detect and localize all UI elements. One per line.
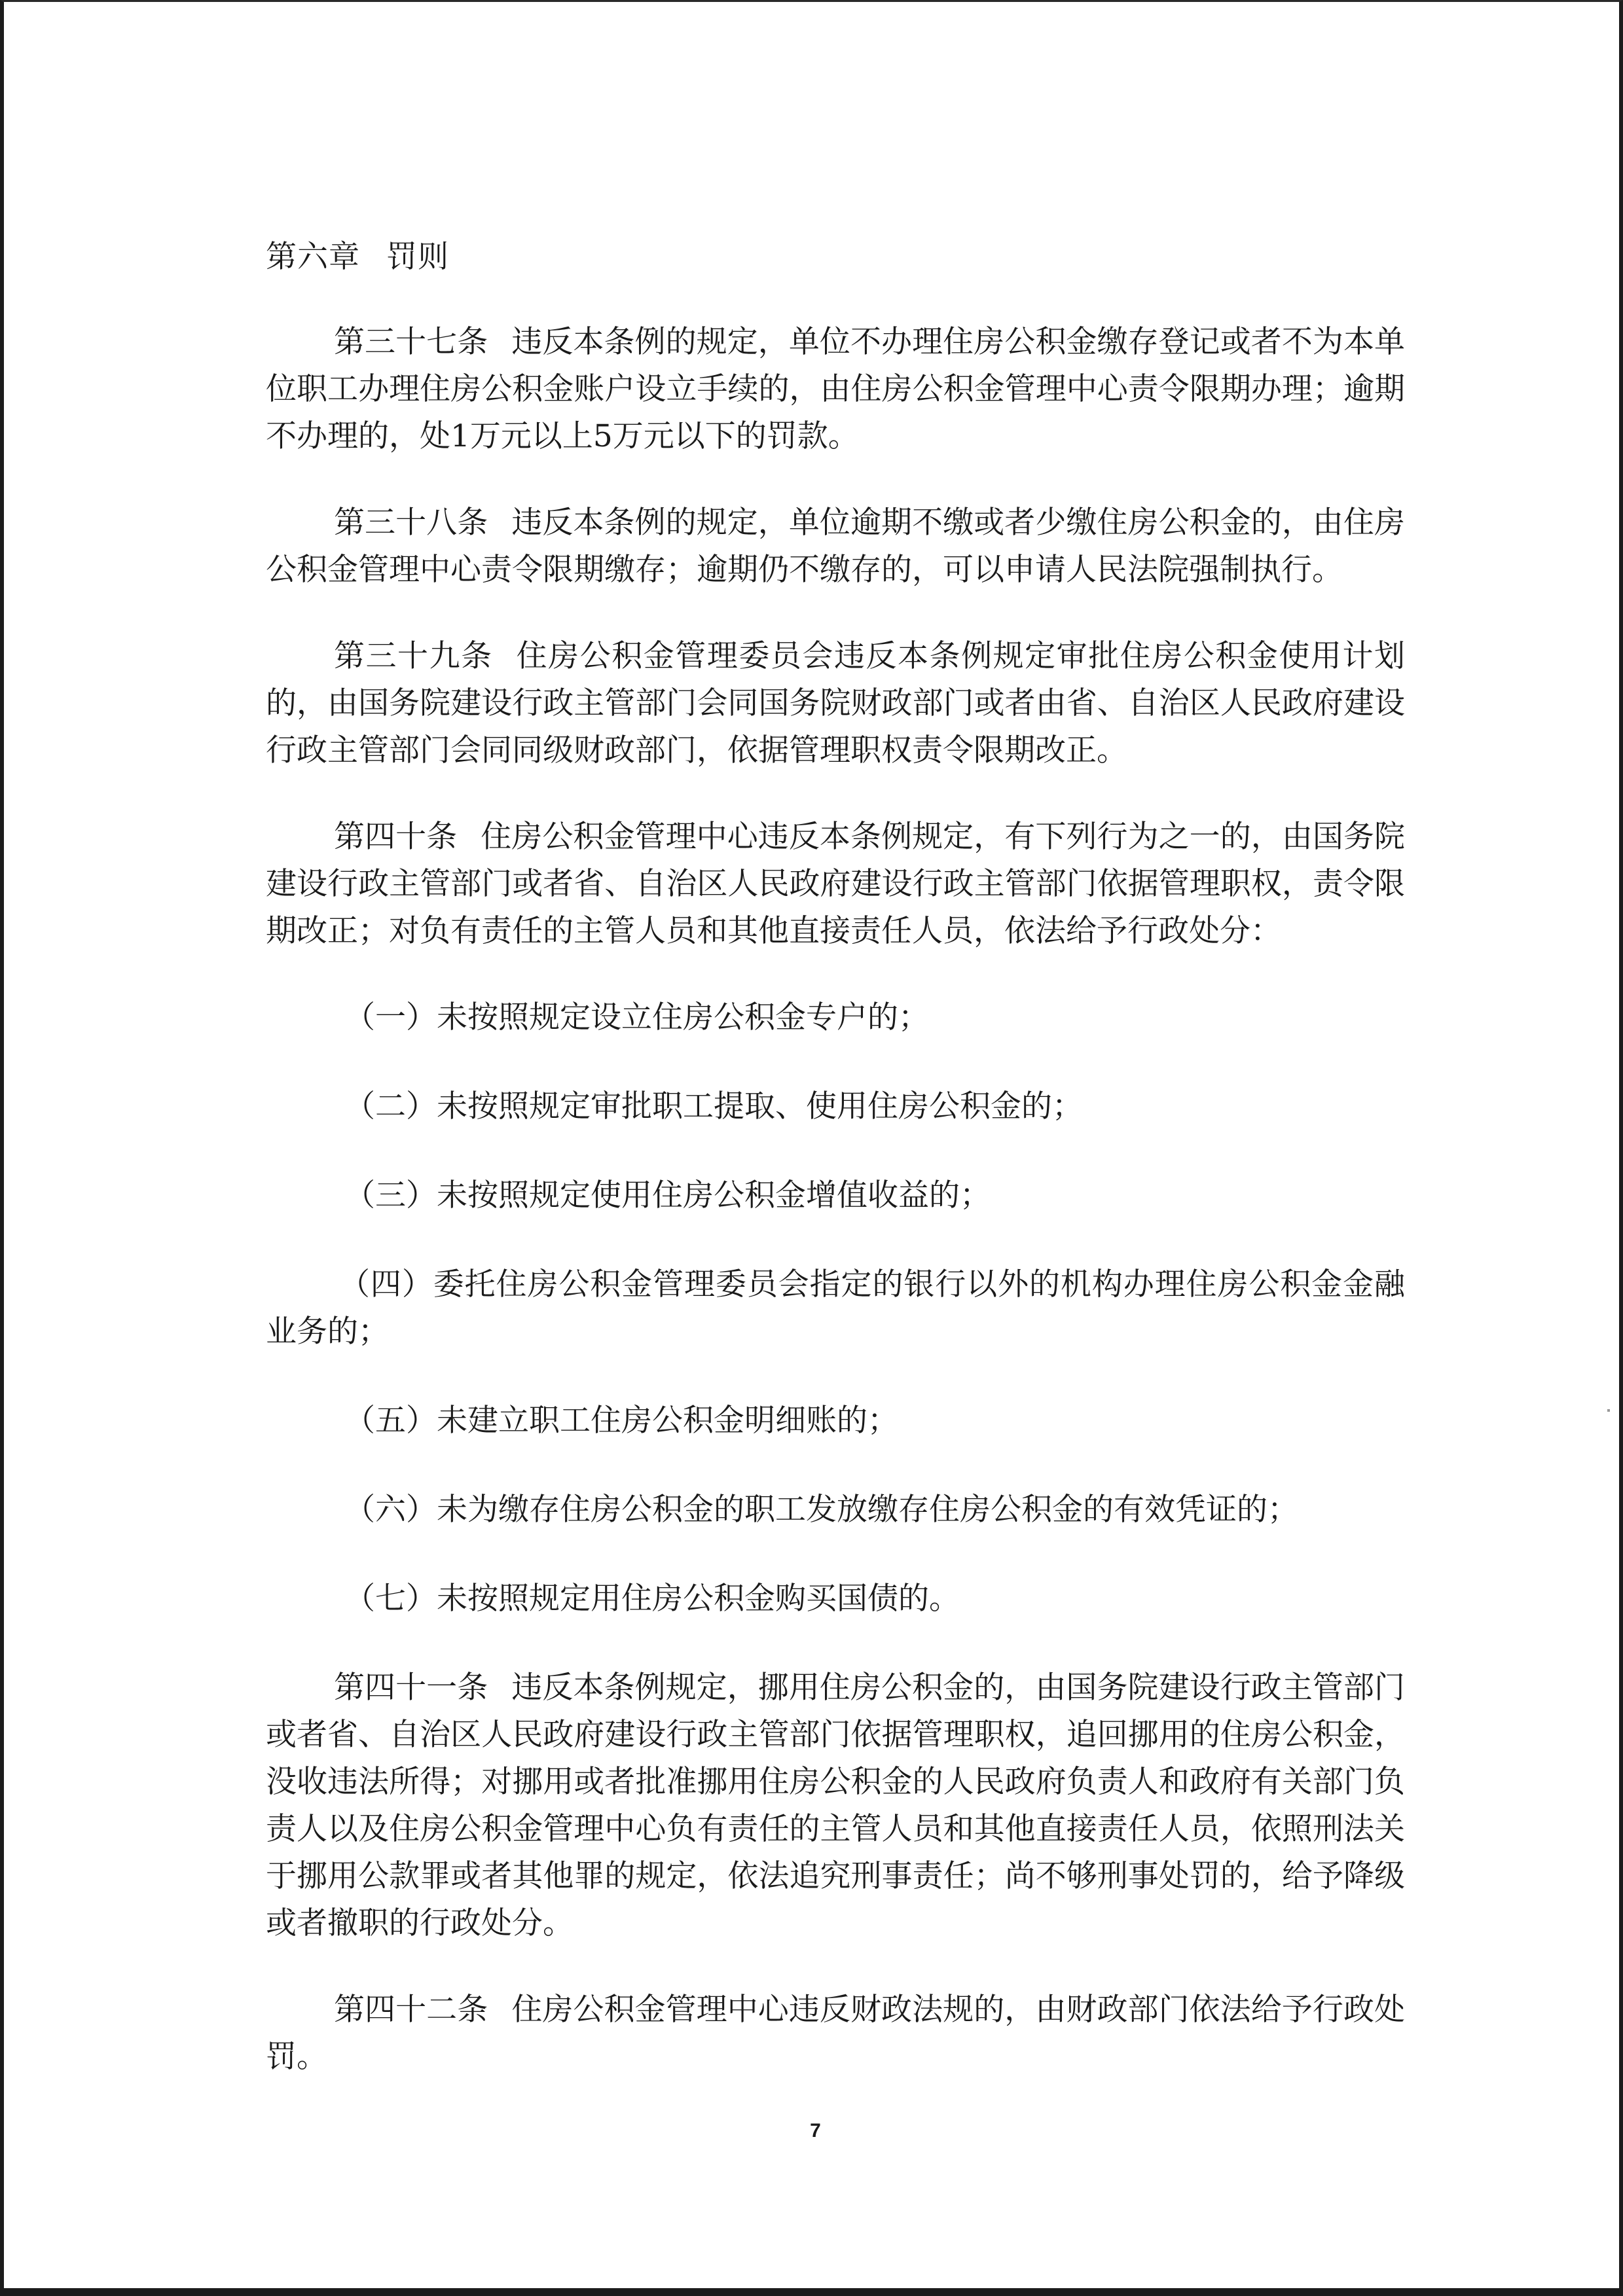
chapter-number: 第六章 — [266, 239, 360, 275]
list-item-7: （七）未按照规定用住房公积金购买国债的。 — [344, 1581, 960, 1617]
article-text: 住房公积金管理中心违反本条例规定，有下列行为之一的，由国务院建设行政主管部门或者省、自治区人民政府建设行政主管部门依据管理职权，责令限期改正；对负有责任的主管人员和其他直接责任人员，依法给予行政处分： — [266, 819, 1406, 949]
list-item-1: （一）未按照规定设立住房公积金专户的； — [344, 999, 929, 1035]
scan-speck — [1607, 1409, 1610, 1412]
article-heading: 第四十条 — [334, 819, 458, 855]
list-item-6: （六）未为缴存住房公积金的职工发放缴存住房公积金的有效凭证的； — [344, 1492, 1298, 1528]
article-heading: 第四十一条 — [334, 1670, 488, 1706]
list-item-5: （五）未建立职工住房公积金明细账的； — [344, 1403, 898, 1439]
article-37 — [266, 319, 1405, 460]
page-number: 7 — [810, 2120, 821, 2142]
article-text: 违反本条例规定，挪用住房公积金的，由国务院建设行政主管部门或者省、自治区人民政府建设行政主管部门依据管理职权，追回挪用的住房公积金，没收违法所得；对挪用或者批准挪用住房公积金的人民政府负责人和政府有关部门负责人以及住房公积金管理中心负有责任的主管人员和其他直接责任人员，依照刑法关于挪用公款罪或者其他罪的规定，依法追究刑事责任；尚不够刑事处罚的，给予降级或者撤职的行政处分。 — [266, 1670, 1406, 1941]
article-text: 违反本条例的规定，单位逾期不缴或者少缴住房公积金的，由住房公积金管理中心责令限期缴存；逾期仍不缴存的，可以申请人民法院强制执行。 — [266, 505, 1406, 588]
list-item-2: （二）未按照规定审批职工提取、使用住房公积金的； — [344, 1088, 1083, 1124]
article-heading: 第四十二条 — [334, 1992, 488, 2028]
list-item-3: （三）未按照规定使用住房公积金增值收益的； — [344, 1177, 991, 1213]
article-41 — [266, 1664, 1405, 1947]
article-text: 违反本条例的规定，单位不办理住房公积金缴存登记或者不为本单位职工办理住房公积金账户设立手续的，由住房公积金管理中心责令限期办理；逾期不办理的，处1万元以上5万元以下的罚款。 — [266, 324, 1406, 454]
page-content — [266, 231, 1405, 2120]
article-40 — [266, 814, 1405, 955]
chapter-heading — [266, 231, 1405, 283]
chapter-title: 罚则 — [386, 239, 449, 275]
article-42 — [266, 1986, 1405, 2081]
article-text: 住房公积金管理中心违反财政法规的，由财政部门依法给予行政处罚。 — [266, 1992, 1406, 2075]
list-item-4: （四）委托住房公积金管理委员会指定的银行以外的机构办理住房公积金金融业务的； — [266, 1266, 1405, 1350]
article-38 — [266, 499, 1405, 594]
article-text: 住房公积金管理委员会违反本条例规定审批住房公积金使用计划的，由国务院建设行政主管部门会同国务院财政部门或者由省、自治区人民政府建设行政主管部门会同同级财政部门，依据管理职权责令限期改正。 — [266, 638, 1405, 768]
article-heading: 第三十八条 — [334, 505, 488, 541]
article-39 — [266, 633, 1405, 774]
article-heading: 第三十九条 — [334, 638, 493, 674]
article-heading: 第三十七条 — [334, 324, 488, 360]
